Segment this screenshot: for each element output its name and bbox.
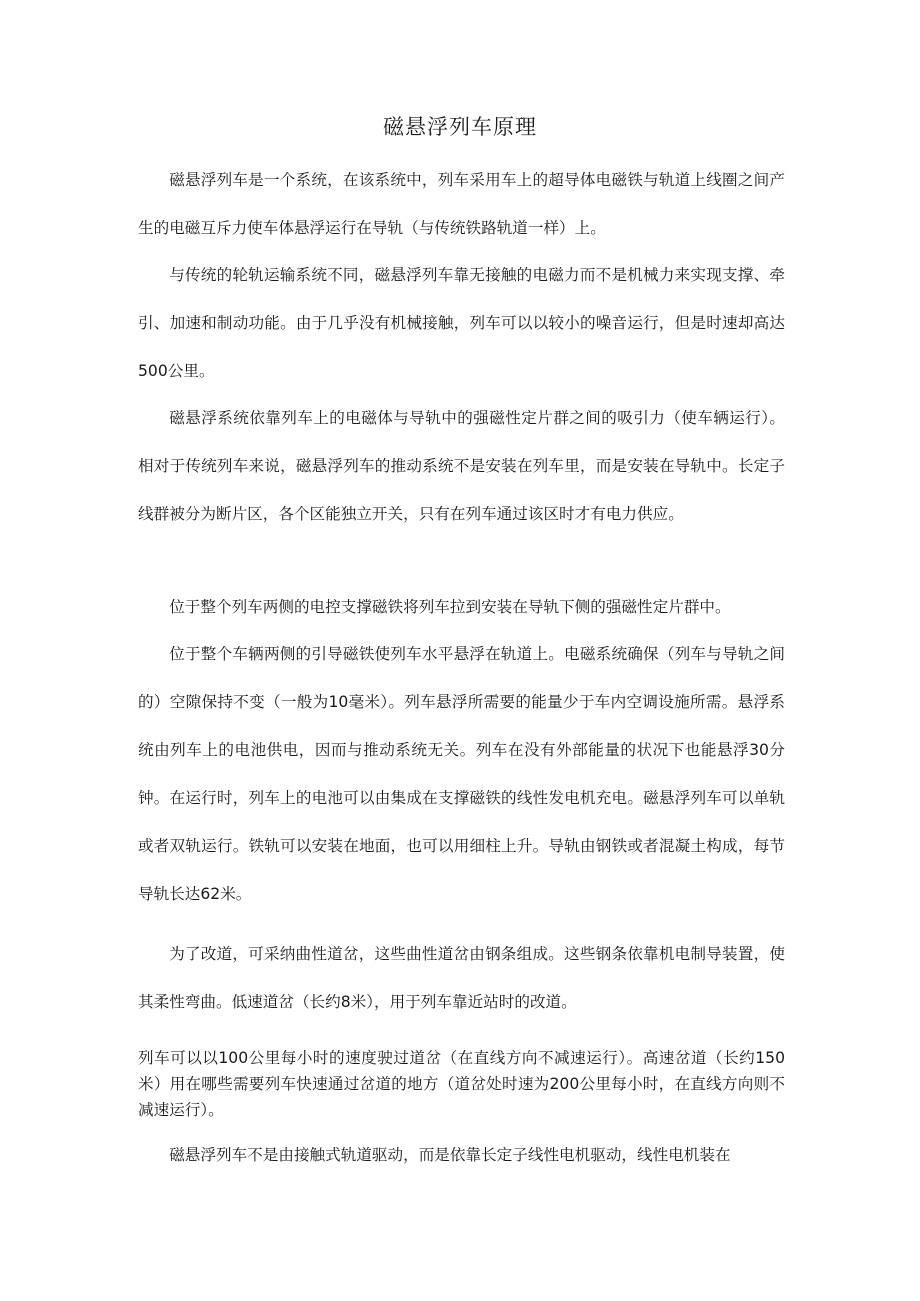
paragraph-1: 磁悬浮列车是一个系统，在该系统中，列车采用车上的超导体电磁铁与轨道上线圈之间产生的电磁互斥力使车体悬浮运行在导轨（与传统铁路轨道一样）上。 xyxy=(138,171,785,237)
paragraph-2: 与传统的轮轨运输系统不同，磁悬浮列车靠无接触的电磁力而不是机械力来实现支撑、牵引、加速和制动功能。由于几乎没有机械接触，列车可以以较小的噪音运行，但是时速却高达500公里。 xyxy=(138,266,785,380)
paragraph-5: 位于整个车辆两侧的引导磁铁使列车水平悬浮在轨道上。电磁系统确保（列车与导轨之间的）空隙保持不变（一般为10毫米）。列车悬浮所需要的能量少于车内空调设施所需。悬浮系统由列车上的电池供电，因而与推动系统无关。列车在没有外部能量的状况下也能悬浮30分钟。在运行时，列车上的电池可以由集成在支撑磁铁的线性发电机充电。磁悬浮列车可以单轨或者双轨运行。铁轨可以安装在地面，也可以用细柱上升。导轨由钢铁或者混凝土构成，每节导轨长达62米。 xyxy=(138,645,785,903)
paragraph-6: 为了改道，可采纳曲性道岔，这些曲性道岔由钢条组成。这些钢条依靠机电制导装置，使其柔性弯曲。低速道岔（长约8米），用于列车靠近站时的改道。 xyxy=(138,945,785,1011)
paragraph-3: 磁悬浮系统依靠列车上的电磁体与导轨中的强磁性定片群之间的吸引力（使车辆运行）。相对于传统列车来说，磁悬浮列车的推动系统不是安装在列车里，而是安装在导轨中。长定子线群被分为断片区，各个区能独立开关，只有在列车通过该区时才有电力供应。 xyxy=(138,409,785,523)
paragraph-7: 列车可以以100公里每小时的速度驶过道岔（在直线方向不减速运行）。高速岔道（长约150米）用在哪些需要列车快速通过岔道的地方（道岔处时速为200公里每小时，在直线方向则不减速运行）。 xyxy=(138,1049,785,1119)
document-title: 磁悬浮列车原理 xyxy=(383,115,537,139)
paragraph-4: 位于整个列车两侧的电控支撑磁铁将列车拉到安装在导轨下侧的强磁性定片群中。 xyxy=(169,598,731,616)
paragraph-8: 磁悬浮列车不是由接触式轨道驱动，而是依靠长定子线性电机驱动，线性电机装在 xyxy=(169,1146,731,1164)
